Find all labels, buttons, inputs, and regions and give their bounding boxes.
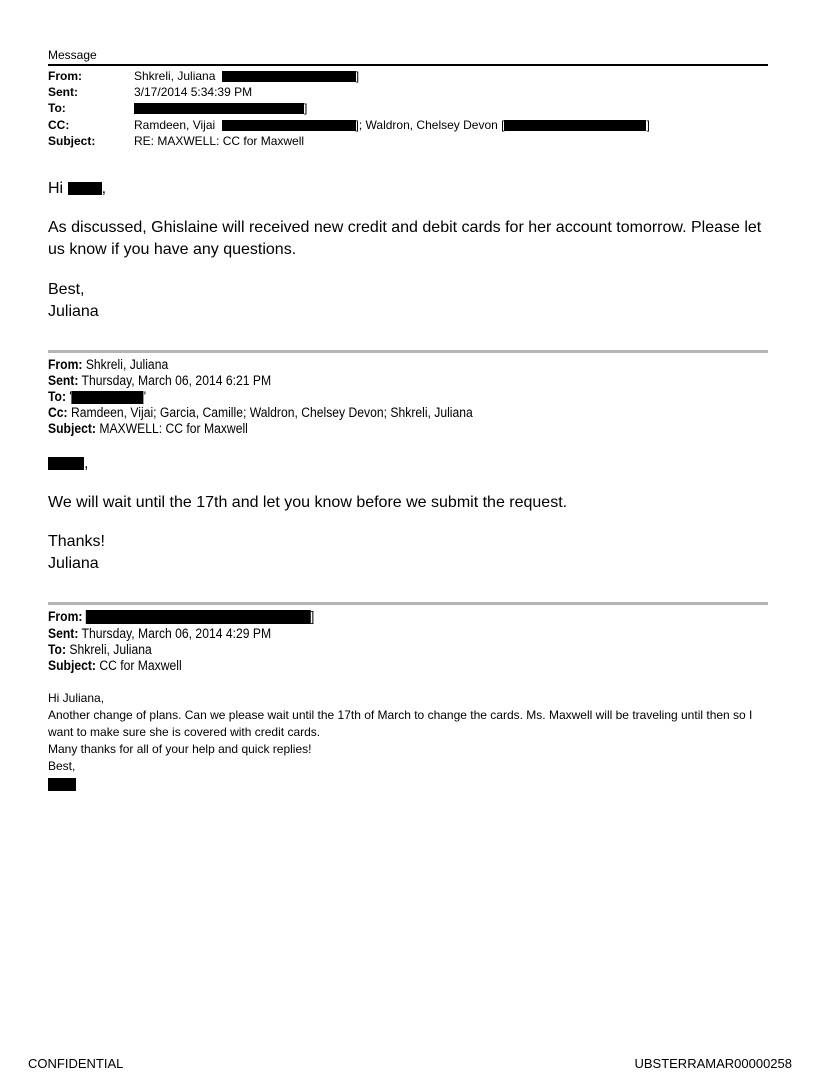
fwd1-greeting <box>48 453 778 475</box>
from-name: Shkreli, Juliana <box>134 69 216 83</box>
redaction-box <box>68 182 102 195</box>
fwd1-from-label: From: <box>48 357 83 372</box>
fwd1-sent-row <box>48 373 271 389</box>
redaction-box <box>72 389 147 404</box>
fwd2-to-value: Shkreli, Juliana <box>69 642 152 657</box>
bracket: ] <box>646 118 650 132</box>
fwd2-thanks: Many thanks for all of your help and quick replies! <box>48 742 312 756</box>
fwd2-to-label: To: <box>48 642 66 657</box>
fwd1-cc-label: Cc: <box>48 405 68 420</box>
fwd1-signoff: Thanks! <box>48 533 105 550</box>
header-from-row <box>48 68 768 84</box>
greeting-word: Hi <box>48 180 64 197</box>
fwd1-subject-value: MAXWELL: CC for Maxwell <box>99 421 248 436</box>
bracket: ] <box>355 69 360 83</box>
sent-value: 3/17/2014 5:34:39 PM <box>134 85 253 99</box>
fwd1-cc-value: Ramdeen, Vijai; Garcia, Camille; Waldron, Chelsey Devon; Shkreli, Juliana <box>70 405 473 420</box>
sent-label: Sent: <box>48 85 78 99</box>
header-divider <box>48 64 768 66</box>
fwd2-greeting: Hi Juliana, <box>48 691 105 705</box>
bates-number: UBSTERRAMAR00000258 <box>634 1056 792 1071</box>
fwd2-signoff: Best, <box>48 759 76 773</box>
cc-label: CC: <box>48 118 70 132</box>
subject-value: RE: MAXWELL: CC for Maxwell <box>134 134 305 148</box>
redaction-box <box>86 610 311 624</box>
fwd2-subject-row <box>48 658 182 674</box>
reply-signature: Juliana <box>48 303 99 320</box>
redaction-box <box>504 120 646 131</box>
fwd2-subject-value: CC for Maxwell <box>99 658 182 673</box>
greeting-comma: , <box>101 180 107 197</box>
header-to-row <box>48 100 768 116</box>
fwd1-signature: Juliana <box>48 555 99 572</box>
quote-open: ' <box>69 389 72 404</box>
reply-signoff: Best, <box>48 281 85 298</box>
fwd1-subject-label: Subject: <box>48 421 96 436</box>
fwd2-from-row <box>48 609 314 625</box>
greeting-comma: , <box>84 455 89 472</box>
confidential-label: CONFIDENTIAL <box>28 1056 124 1071</box>
greeting-line <box>48 178 778 200</box>
fwd1-from-value: Shkreli, Juliana <box>85 357 169 372</box>
cc-name-1: Ramdeen, Vijai <box>134 118 216 132</box>
fwd1-paragraph: We will wait until the 17th and let you know before we submit the request. <box>48 494 568 511</box>
to-label: To: <box>48 101 66 115</box>
redaction-box <box>48 778 76 791</box>
cc-value <box>134 117 650 133</box>
from-label: From: <box>48 69 82 83</box>
fwd2-from-label: From: <box>48 609 83 624</box>
subject-label: Subject: <box>48 134 96 148</box>
header-cc-row <box>48 117 768 133</box>
header-sent-row <box>48 84 768 100</box>
fwd1-subject-row <box>48 421 248 437</box>
redaction-box <box>222 120 356 131</box>
redaction-box <box>222 71 356 82</box>
fwd2-to-row <box>48 642 152 658</box>
fwd2-sent-value: Thursday, March 06, 2014 4:29 PM <box>81 626 272 641</box>
fwd1-to-row <box>48 389 146 405</box>
fwd2-sent-row <box>48 626 271 642</box>
redaction-box <box>48 457 84 470</box>
bracket: ] <box>304 101 308 115</box>
fwd1-sent-label: Sent: <box>48 373 79 388</box>
message-separator <box>48 350 768 353</box>
reply-paragraph: As discussed, Ghislaine will received new credit and debit cards for her account tomorrow. Please let us know if you have any questions. <box>48 219 762 258</box>
cc-name-2: ]; Waldron, Chelsey Devon [ <box>355 118 505 132</box>
redaction-box <box>134 103 304 114</box>
fwd2-paragraph: Another change of plans. Can we please wait until the 17th of March to change the cards. Ms. Maxwell will be traveling until then so I want to make sure she is covered with credit cards. <box>48 708 753 739</box>
fwd2-subject-label: Subject: <box>48 658 96 673</box>
bracket: ] <box>310 609 315 624</box>
to-value <box>134 100 307 116</box>
message-label: Message <box>48 48 97 62</box>
fwd1-from-row <box>48 357 168 373</box>
message-separator <box>48 602 768 605</box>
from-value <box>134 68 359 84</box>
fwd1-sent-value: Thursday, March 06, 2014 6:21 PM <box>81 373 272 388</box>
fwd2-sent-label: Sent: <box>48 626 79 641</box>
quote-close: ' <box>143 389 147 404</box>
fwd1-cc-row <box>48 405 473 421</box>
header-subject-row <box>48 133 768 149</box>
fwd1-to-label: To: <box>48 389 66 404</box>
